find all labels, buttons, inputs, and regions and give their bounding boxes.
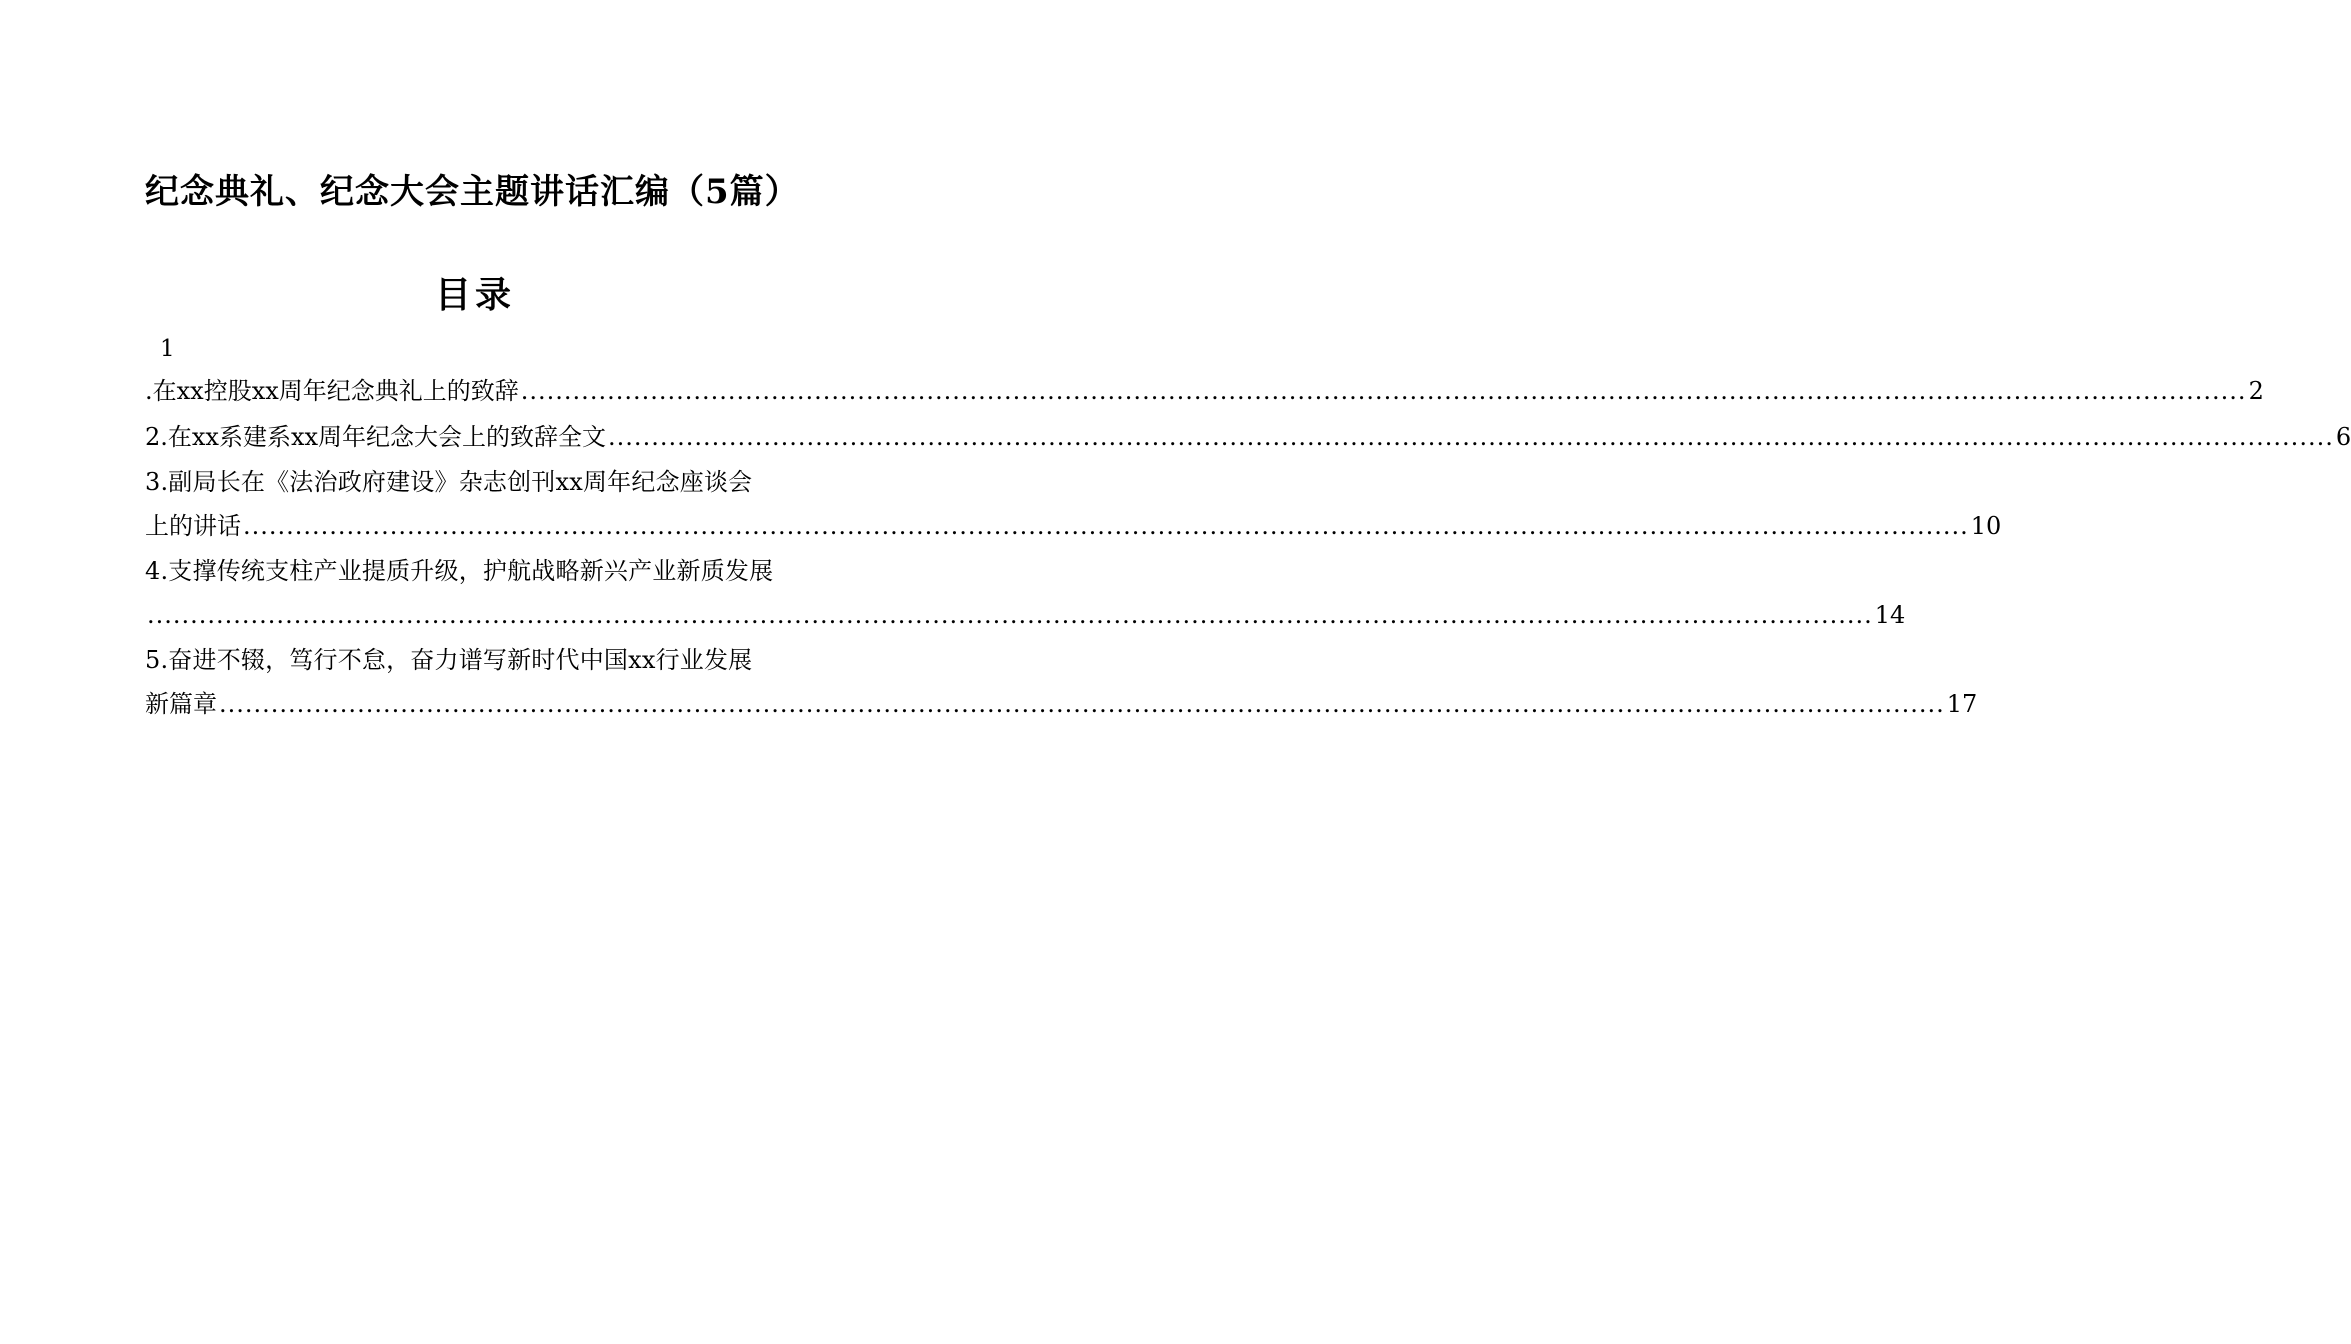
toc-entry-5-line2[interactable] xyxy=(145,687,1978,721)
toc-entry-3-text-line1: 3.副局长在《法治政府建设》杂志创刊xx周年纪念座谈会 xyxy=(145,468,753,496)
toc-heading: 目录 xyxy=(434,274,515,316)
toc-entry-3-text-line2: 上的讲话 xyxy=(145,512,241,540)
toc-leader-dots: ........................................................................................................................................................................................................ xyxy=(243,512,1969,540)
toc-entry-5-line1[interactable] xyxy=(145,643,805,677)
document-title: 纪念典礼、纪念大会主题讲话汇编（5篇） xyxy=(145,172,800,212)
toc-leader-dots: ........................................................................................................................................................................................................ xyxy=(147,601,1873,629)
toc-entry-1-text: .在xx控股xx周年纪念典礼上的致辞 xyxy=(145,377,519,405)
toc-leader-dots: ........................................................................................................................................................................................................ xyxy=(608,423,2334,451)
toc-entry-4-text-line1: 4.支撑传统支柱产业提质升级，护航战略新兴产业新质发展 xyxy=(145,557,774,585)
toc-entry-1-page: 2 xyxy=(2248,377,2264,405)
toc-entry-5-page: 17 xyxy=(1946,690,1978,718)
toc-entry-2-text: 2.在xx系建系xx周年纪念大会上的致辞全文 xyxy=(145,423,607,451)
toc-entry-3-page: 10 xyxy=(1970,512,2002,540)
toc-entry-2[interactable] xyxy=(145,420,2351,454)
stray-number: 1 xyxy=(160,336,175,362)
toc-entry-5-text-line1: 5.奋进不辍，笃行不怠，奋力谱写新时代中国xx行业发展 xyxy=(145,646,753,674)
toc-entry-2-page: 6 xyxy=(2335,423,2351,451)
toc-entry-5-text-line2: 新篇章 xyxy=(145,690,217,718)
toc-entry-4-line2[interactable] xyxy=(145,598,1906,632)
toc-leader-dots: ........................................................................................................................................................................................................ xyxy=(219,690,1945,718)
toc-entry-1[interactable] xyxy=(145,374,2264,408)
toc-entry-3-line1[interactable] xyxy=(145,465,805,499)
toc-entry-3-line2[interactable] xyxy=(145,509,2002,543)
toc-entry-4-page: 14 xyxy=(1874,601,1906,629)
toc-entry-4-line1[interactable] xyxy=(145,554,805,588)
toc-leader-dots: ........................................................................................................................................................................................................ xyxy=(520,377,2247,405)
